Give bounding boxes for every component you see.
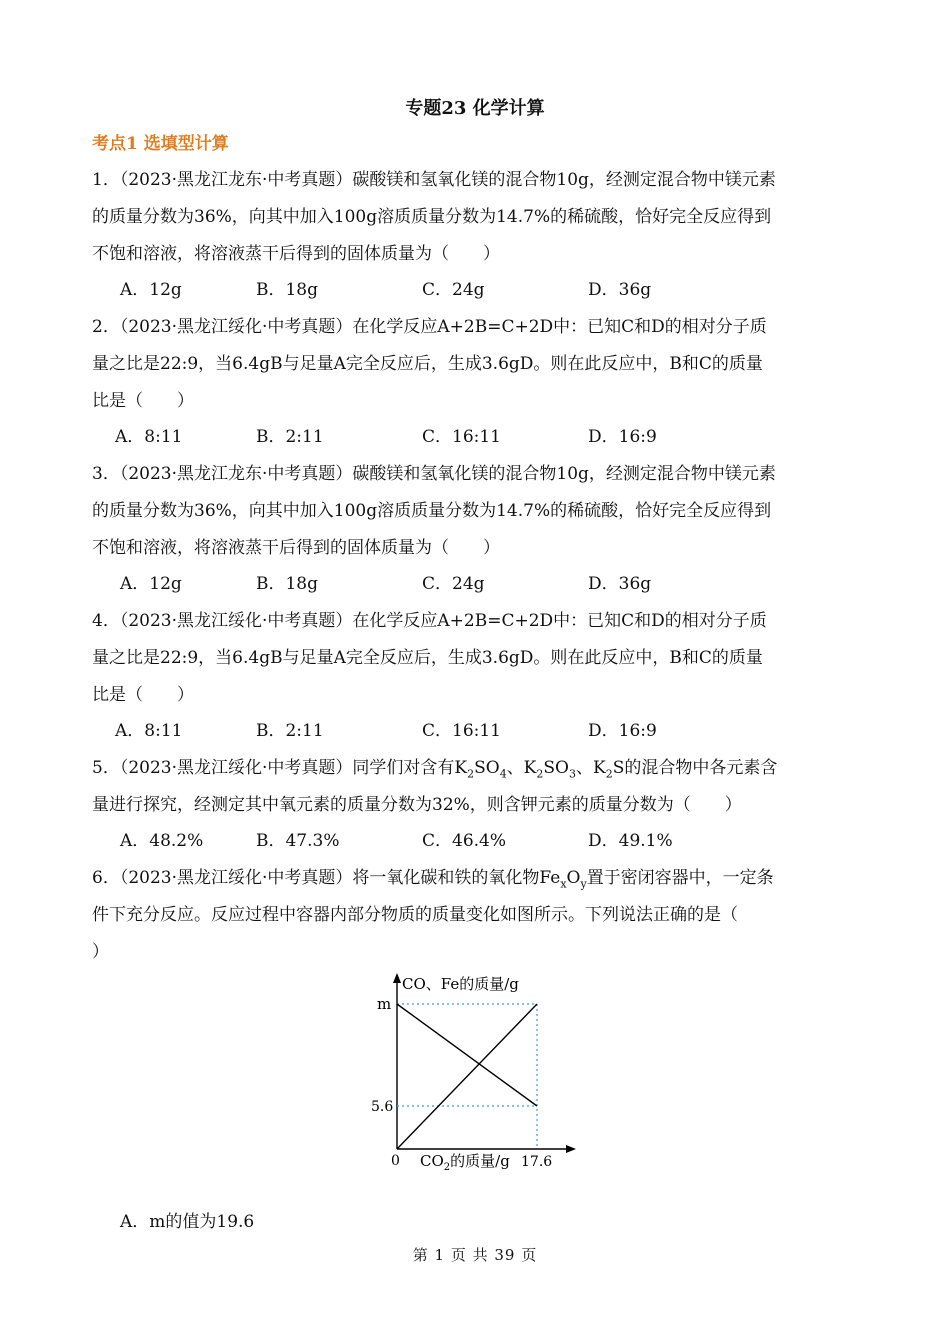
q3-option-a: A．12g [120,574,182,594]
q2-option-b: B．2:11 [256,427,324,447]
q4-line-3: 比是（ ） [92,685,194,705]
q4-option-d: D．16:9 [588,721,657,741]
mass-change-figure [360,965,590,1180]
q4-option-c: C．16:11 [422,721,501,741]
page-title: 专题23 化学计算 [405,98,545,119]
y-axis-label: CO、Fe的质量/g [402,975,519,993]
y-axis-arrow [393,973,401,983]
q5-line-1: 5．（2023·黑龙江绥化·中考真题）同学们对含有$K_2SO_4$、$K_2SO_3$、$K_2S$的混合物中各元素含 [92,758,778,781]
x-axis-arrow [566,1145,576,1153]
q2-line-3: 比是（ ） [92,391,194,411]
q3-option-c: C．24g [422,574,485,594]
q4-line-2: 量之比是22:9，当6.4gB与足量A完全反应后，生成3.6gD。则在此反应中，B和C的质量 [92,648,763,668]
q4-line-1: 4．（2023·黑龙江绥化·中考真题）在化学反应A+2B=C+2D中：已知C和D的相对分子质 [92,611,767,631]
q1-line-2: 的质量分数为36%，向其中加入100g溶质质量分数为14.7%的稀硫酸，恰好完全反应得到 [92,207,772,227]
q3-option-d: D．36g [588,574,652,594]
q3-option-b: B．18g [256,574,319,594]
q6-line-1: 6．（2023·黑龙江绥化·中考真题）将一氧化碳和铁的氧化物$Fe_xO_y$置于密闭容器中，一定条 [92,868,774,891]
q5-option-a: A．48.2% [120,831,204,851]
fe-mass-line [397,1004,537,1149]
q2-option-c: C．16:11 [422,427,501,447]
q1-option-a: A．12g [120,280,182,300]
q2-line-2: 量之比是22:9，当6.4gB与足量A完全反应后，生成3.6gD。则在此反应中，B和C的质量 [92,354,763,374]
q1-line-1: 1．（2023·黑龙江龙东·中考真题）碳酸镁和氢氧化镁的混合物10g，经测定混合物中镁元素 [92,170,776,190]
section-heading: 考点1 选填型计算 [92,134,229,154]
q6-line-3: ） [92,942,109,962]
page-footer: 第 1 页 共 39 页 [412,1246,538,1264]
q1-option-b: B．18g [256,280,319,300]
q1-line-3: 不饱和溶液，将溶液蒸干后得到的固体质量为（ ） [92,244,500,264]
q5-option-c: C．46.4% [422,831,507,851]
q5-option-d: D．49.1% [588,831,673,851]
q4-option-a: A．8:11 [115,721,183,741]
x-tick-17-6: 17.6 [521,1154,553,1170]
q3-line-1: 3．（2023·黑龙江龙东·中考真题）碳酸镁和氢氧化镁的混合物10g，经测定混合物中镁元素 [92,464,776,484]
q4-option-b: B．2:11 [256,721,324,741]
q3-line-2: 的质量分数为36%，向其中加入100g溶质质量分数为14.7%的稀硫酸，恰好完全反应得到 [92,501,772,521]
q2-option-d: D．16:9 [588,427,657,447]
q3-line-3: 不饱和溶液，将溶液蒸干后得到的固体质量为（ ） [92,538,500,558]
co-mass-line [397,1004,537,1106]
y-tick-m: m [377,995,392,1013]
q2-line-1: 2．（2023·黑龙江绥化·中考真题）在化学反应A+2B=C+2D中：已知C和D的相对分子质 [92,317,767,337]
q5-option-b: B．47.3% [256,831,340,851]
q6-option-a: A．m的值为19.6 [120,1212,255,1232]
q5-line-2: 量进行探究，经测定其中氧元素的质量分数为32%，则含钾元素的质量分数为（ ） [92,795,742,815]
q6-line-2: 件下充分反应。反应过程中容器内部分物质的质量变化如图所示。下列说法正确的是（ [92,905,738,925]
y-tick-5-6: 5.6 [371,1099,394,1115]
q2-option-a: A．8:11 [115,427,183,447]
x-axis-label: $CO_2$的质量/g [420,1152,510,1173]
origin-label: 0 [391,1153,400,1169]
q1-option-c: C．24g [422,280,485,300]
q1-option-d: D．36g [588,280,652,300]
